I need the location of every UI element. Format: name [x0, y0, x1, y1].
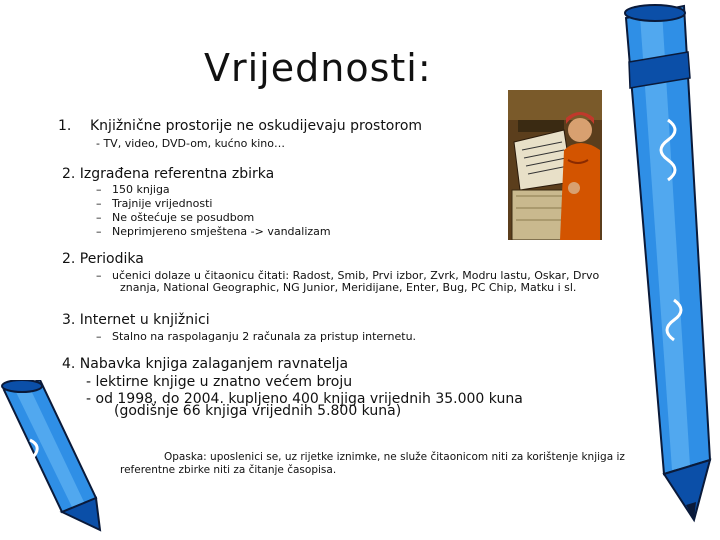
bullet-text: učenici dolaze u čitaonicu čitati: Radost, Smib, Prvi izbor, Zvrk, Modru lastu, Oskar, Drvo — [112, 269, 600, 282]
item2-bullet — [96, 183, 170, 196]
bullet-dash: – — [96, 197, 102, 210]
bullet-dash: – — [96, 183, 102, 196]
item5-heading: 4. Nabavka knjiga zalaganjem ravnatelja — [62, 356, 349, 372]
bullet-text: 150 knjiga — [112, 183, 170, 196]
item2-bullet — [96, 197, 212, 210]
bullet-text: Stalno na raspolaganju 2 računala za pristup internetu. — [112, 330, 417, 343]
bullet-dash: – — [96, 211, 102, 224]
bullet-dash: – — [96, 330, 102, 343]
item1-number: 1. — [58, 118, 72, 134]
item4-bullet — [96, 330, 416, 343]
scholar-illustration — [508, 90, 602, 240]
note-text: Opaska: uposlenici se, uz rijetke iznimke, ne služe čitaonicom niti za korištenje knjiga iz referentne zbirke niti za čitanje časopisa. — [120, 451, 625, 476]
bullet-dash: – — [96, 225, 102, 238]
item2-heading: 2. Izgrađena referentna zbirka — [62, 166, 275, 182]
bullet-text: Ne oštećuje se posudbom — [112, 211, 255, 224]
item1-sub: - TV, video, DVD-om, kućno kino… — [96, 137, 286, 150]
item1-text: Knjižnične prostorije ne oskudijevaju prostorom — [90, 118, 423, 134]
bullet-text: Neprimjereno smještena -> vandalizam — [112, 225, 331, 238]
item5-line: - lektirne knjige u znatno većem broju — [86, 374, 353, 390]
item5-line: (godišnje 66 knjiga vrijednih 5.800 kuna) — [114, 403, 402, 419]
item5-line: - od 1998. do 2004. kupljeno 400 knjiga vrijednih 35.000 kuna — [86, 391, 523, 407]
bullet-text: Trajnije vrijednosti — [112, 197, 213, 210]
item2-bullet — [96, 211, 254, 224]
page-title: Vrijednosti: — [204, 46, 432, 90]
bullet-dash: – — [96, 269, 102, 282]
item3-heading: 2. Periodika — [62, 251, 144, 267]
item3-continuation: znanja, National Geographic, NG Junior, Meridijane, Enter, Bug, PC Chip, Matku i sl. — [120, 281, 577, 294]
item4-heading: 3. Internet u knjižnici — [62, 312, 210, 328]
item2-bullet — [96, 225, 331, 238]
